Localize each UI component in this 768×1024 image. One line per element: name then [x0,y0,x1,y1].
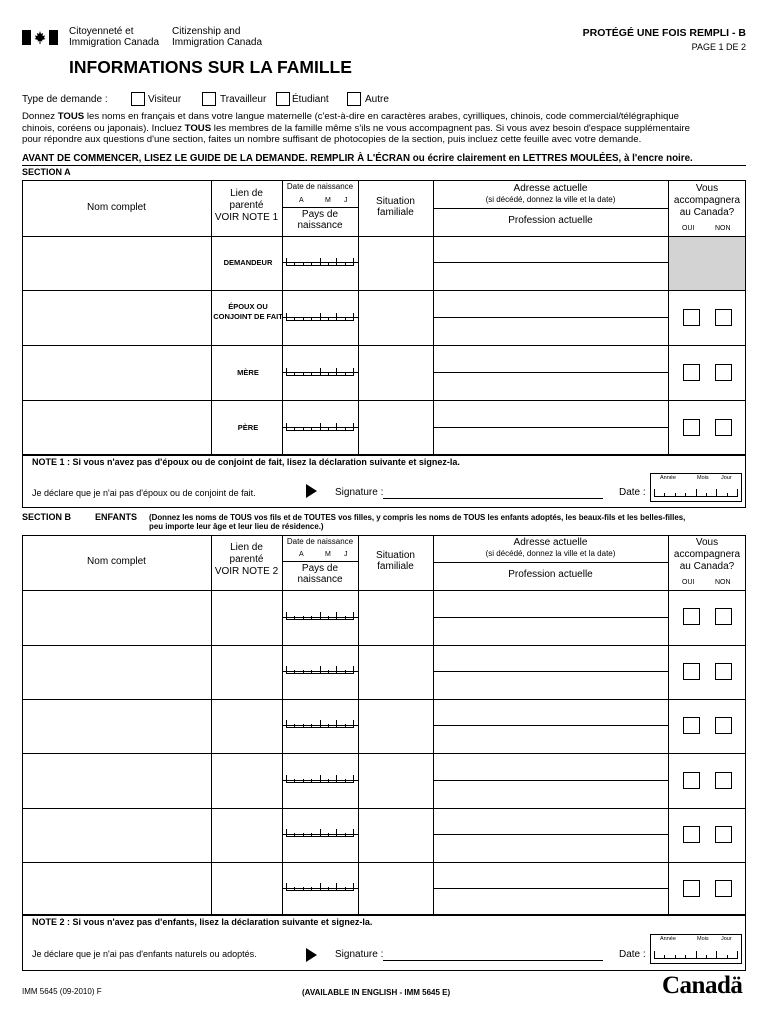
page-number: PAGE 1 DE 2 [691,42,746,52]
available-in-english: (AVAILABLE IN ENGLISH - IMM 5645 E) [302,988,451,997]
accompany-yes-checkbox[interactable] [683,880,700,897]
day-label: Jour [721,936,732,942]
accompany-no-checkbox[interactable] [715,880,732,897]
col-address-header: Adresse actuelle [513,183,588,194]
signature-line[interactable] [383,498,603,499]
canada-flag-icon [22,30,58,45]
col-accompany-header: Vous accompagnera au Canada? [673,183,741,218]
page-title: INFORMATIONS SUR LA FAMILLE [69,57,352,77]
accompany-yes-checkbox[interactable] [683,419,700,436]
dob-day-label: J [344,197,348,204]
col-dob-header: Date de naissance [286,537,354,546]
accompany-no-checkbox[interactable] [715,364,732,381]
year-label: Année [660,936,676,942]
month-label: Mois [697,475,709,481]
signature-line[interactable] [383,960,603,961]
oui-label: OUI [682,579,695,586]
col-accompany-header: Vous accompagnera au Canada? [673,537,741,572]
other-option-label: Autre [365,94,389,105]
accompany-yes-checkbox[interactable] [683,608,700,625]
row-label-father: PÈRE [237,423,259,432]
col-address-note: (si décédé, donnez la ville et la date) [485,195,616,204]
month-label: Mois [697,936,709,942]
non-label: NON [715,225,731,232]
accompany-no-checkbox[interactable] [715,663,732,680]
col-country-header: Pays de naissance [297,209,343,231]
agency-name-en: Citizenship and Immigration Canada [172,26,263,48]
canada-wordmark: Canadä [662,972,743,999]
accompany-no-checkbox[interactable] [715,608,732,625]
date-label: Date : [619,487,646,498]
row-label-mother: MÈRE [237,368,259,377]
note1-declaration: Je déclare que je n'ai pas d'époux ou de conjoint de fait. [32,488,256,498]
dob-year-label: A [299,197,304,204]
section-b-note-1: (Donnez les noms de TOUS vos fils et de TOUTES vos filles, y compris les noms de TOUS les enfants adoptés, les beaux-fils et les belles-filles, [149,513,686,522]
dob-field[interactable] [286,714,354,728]
accompany-no-checkbox[interactable] [715,826,732,843]
col-name-header: Nom complet [87,202,146,213]
non-label: NON [715,579,731,586]
accompany-no-checkbox[interactable] [715,419,732,436]
year-label: Année [660,475,676,481]
date-label: Date : [619,949,646,960]
dob-day-label: J [344,551,348,558]
worker-checkbox[interactable] [202,92,216,106]
date-ticks [654,945,738,959]
visitor-option-label: Visiteur [148,94,182,105]
student-option-label: Étudiant [292,94,329,105]
warning-text: AVANT DE COMMENCER, LISEZ LE GUIDE DE LA DEMANDE. REMPLIR À L'ÉCRAN ou écrire clairement en LETTRES MOULÉES, à l'encre noire. [22,153,693,164]
accompany-yes-checkbox[interactable] [683,826,700,843]
other-checkbox[interactable] [347,92,361,106]
dob-month-label: M [325,197,331,204]
application-type-label: Type de demande : [22,94,108,105]
col-status-header: Situation familiale [376,550,415,572]
form-id: IMM 5645 (09-2010) F [22,987,102,996]
student-checkbox[interactable] [276,92,290,106]
dob-field[interactable] [286,877,354,891]
dob-year-label: A [299,551,304,558]
accompany-no-checkbox[interactable] [715,309,732,326]
accompany-yes-checkbox[interactable] [683,717,700,734]
dob-month-label: M [325,551,331,558]
arrow-icon [306,484,317,498]
accompany-no-checkbox[interactable] [715,717,732,734]
col-status-header: Situation familiale [376,196,415,218]
signature-label: Signature : [335,487,384,498]
shaded-cell [669,237,745,290]
section-b-title: ENFANTS [95,512,138,522]
arrow-icon [306,948,317,962]
worker-option-label: Travailleur [220,94,267,105]
dob-field[interactable] [286,769,354,783]
section-b-note-2: peu importe leur âge et leur lieu de résidence.) [149,522,324,531]
col-occupation-header: Profession actuelle [508,215,593,226]
dob-field[interactable] [286,660,354,674]
dob-field[interactable] [286,606,354,620]
col-country-header: Pays de naissance [297,563,343,585]
dob-field[interactable] [286,307,354,321]
dob-field[interactable] [286,417,354,431]
dob-field[interactable] [286,362,354,376]
dob-field[interactable] [286,252,354,266]
col-dob-header: Date de naissance [286,182,354,191]
section-b-label: SECTION B [22,512,72,522]
col-relation-header: Lien de parenté VOIR NOTE 2 [214,542,279,577]
agency-name-fr: Citoyenneté et Immigration Canada [69,26,160,48]
date-ticks [654,483,738,497]
accompany-yes-checkbox[interactable] [683,663,700,680]
dob-field[interactable] [286,823,354,837]
instructions: Donnez TOUS les noms en français et dans votre langue maternelle (c'est-à-dire en caractères arabes, cyrilliques, chinois, code commercial/télégraphique chinois, coréens ou japonais). Incluez TOUS les membres de la famille même s'ils ne vous accompagnent pas. Si vous avez besoin d'espace supplémentaire pour répondre aux questions d'une section, faites un nombre suffisant de photocopies de la section, puis incluez cette feuille avec votre demande. [22,111,690,145]
protected-label: PROTÉGÉ UNE FOIS REMPLI - B [582,27,746,39]
signature-label: Signature : [335,949,384,960]
visitor-checkbox[interactable] [131,92,145,106]
accompany-yes-checkbox[interactable] [683,772,700,789]
day-label: Jour [721,475,732,481]
oui-label: OUI [682,225,695,232]
col-name-header: Nom complet [87,556,146,567]
section-a-label: SECTION A [22,167,71,177]
row-label-spouse: ÉPOUX OU CONJOINT DE FAIT [213,302,283,321]
accompany-yes-checkbox[interactable] [683,364,700,381]
note2-declaration: Je déclare que je n'ai pas d'enfants naturels ou adoptés. [32,949,257,959]
col-relation-header: Lien de parenté VOIR NOTE 1 [214,188,279,223]
row-label-applicant: DEMANDEUR [223,258,273,267]
note1-title: NOTE 1 : Si vous n'avez pas d'époux ou de conjoint de fait, lisez la déclaration suivante et signez-la. [32,457,460,467]
col-address-note: (si décédé, donnez la ville et la date) [485,549,616,558]
accompany-yes-checkbox[interactable] [683,309,700,326]
note2-title: NOTE 2 : Si vous n'avez pas d'enfants, lisez la déclaration suivante et signez-la. [32,917,373,927]
col-address-header: Adresse actuelle [513,537,588,548]
accompany-no-checkbox[interactable] [715,772,732,789]
col-occupation-header: Profession actuelle [508,569,593,580]
